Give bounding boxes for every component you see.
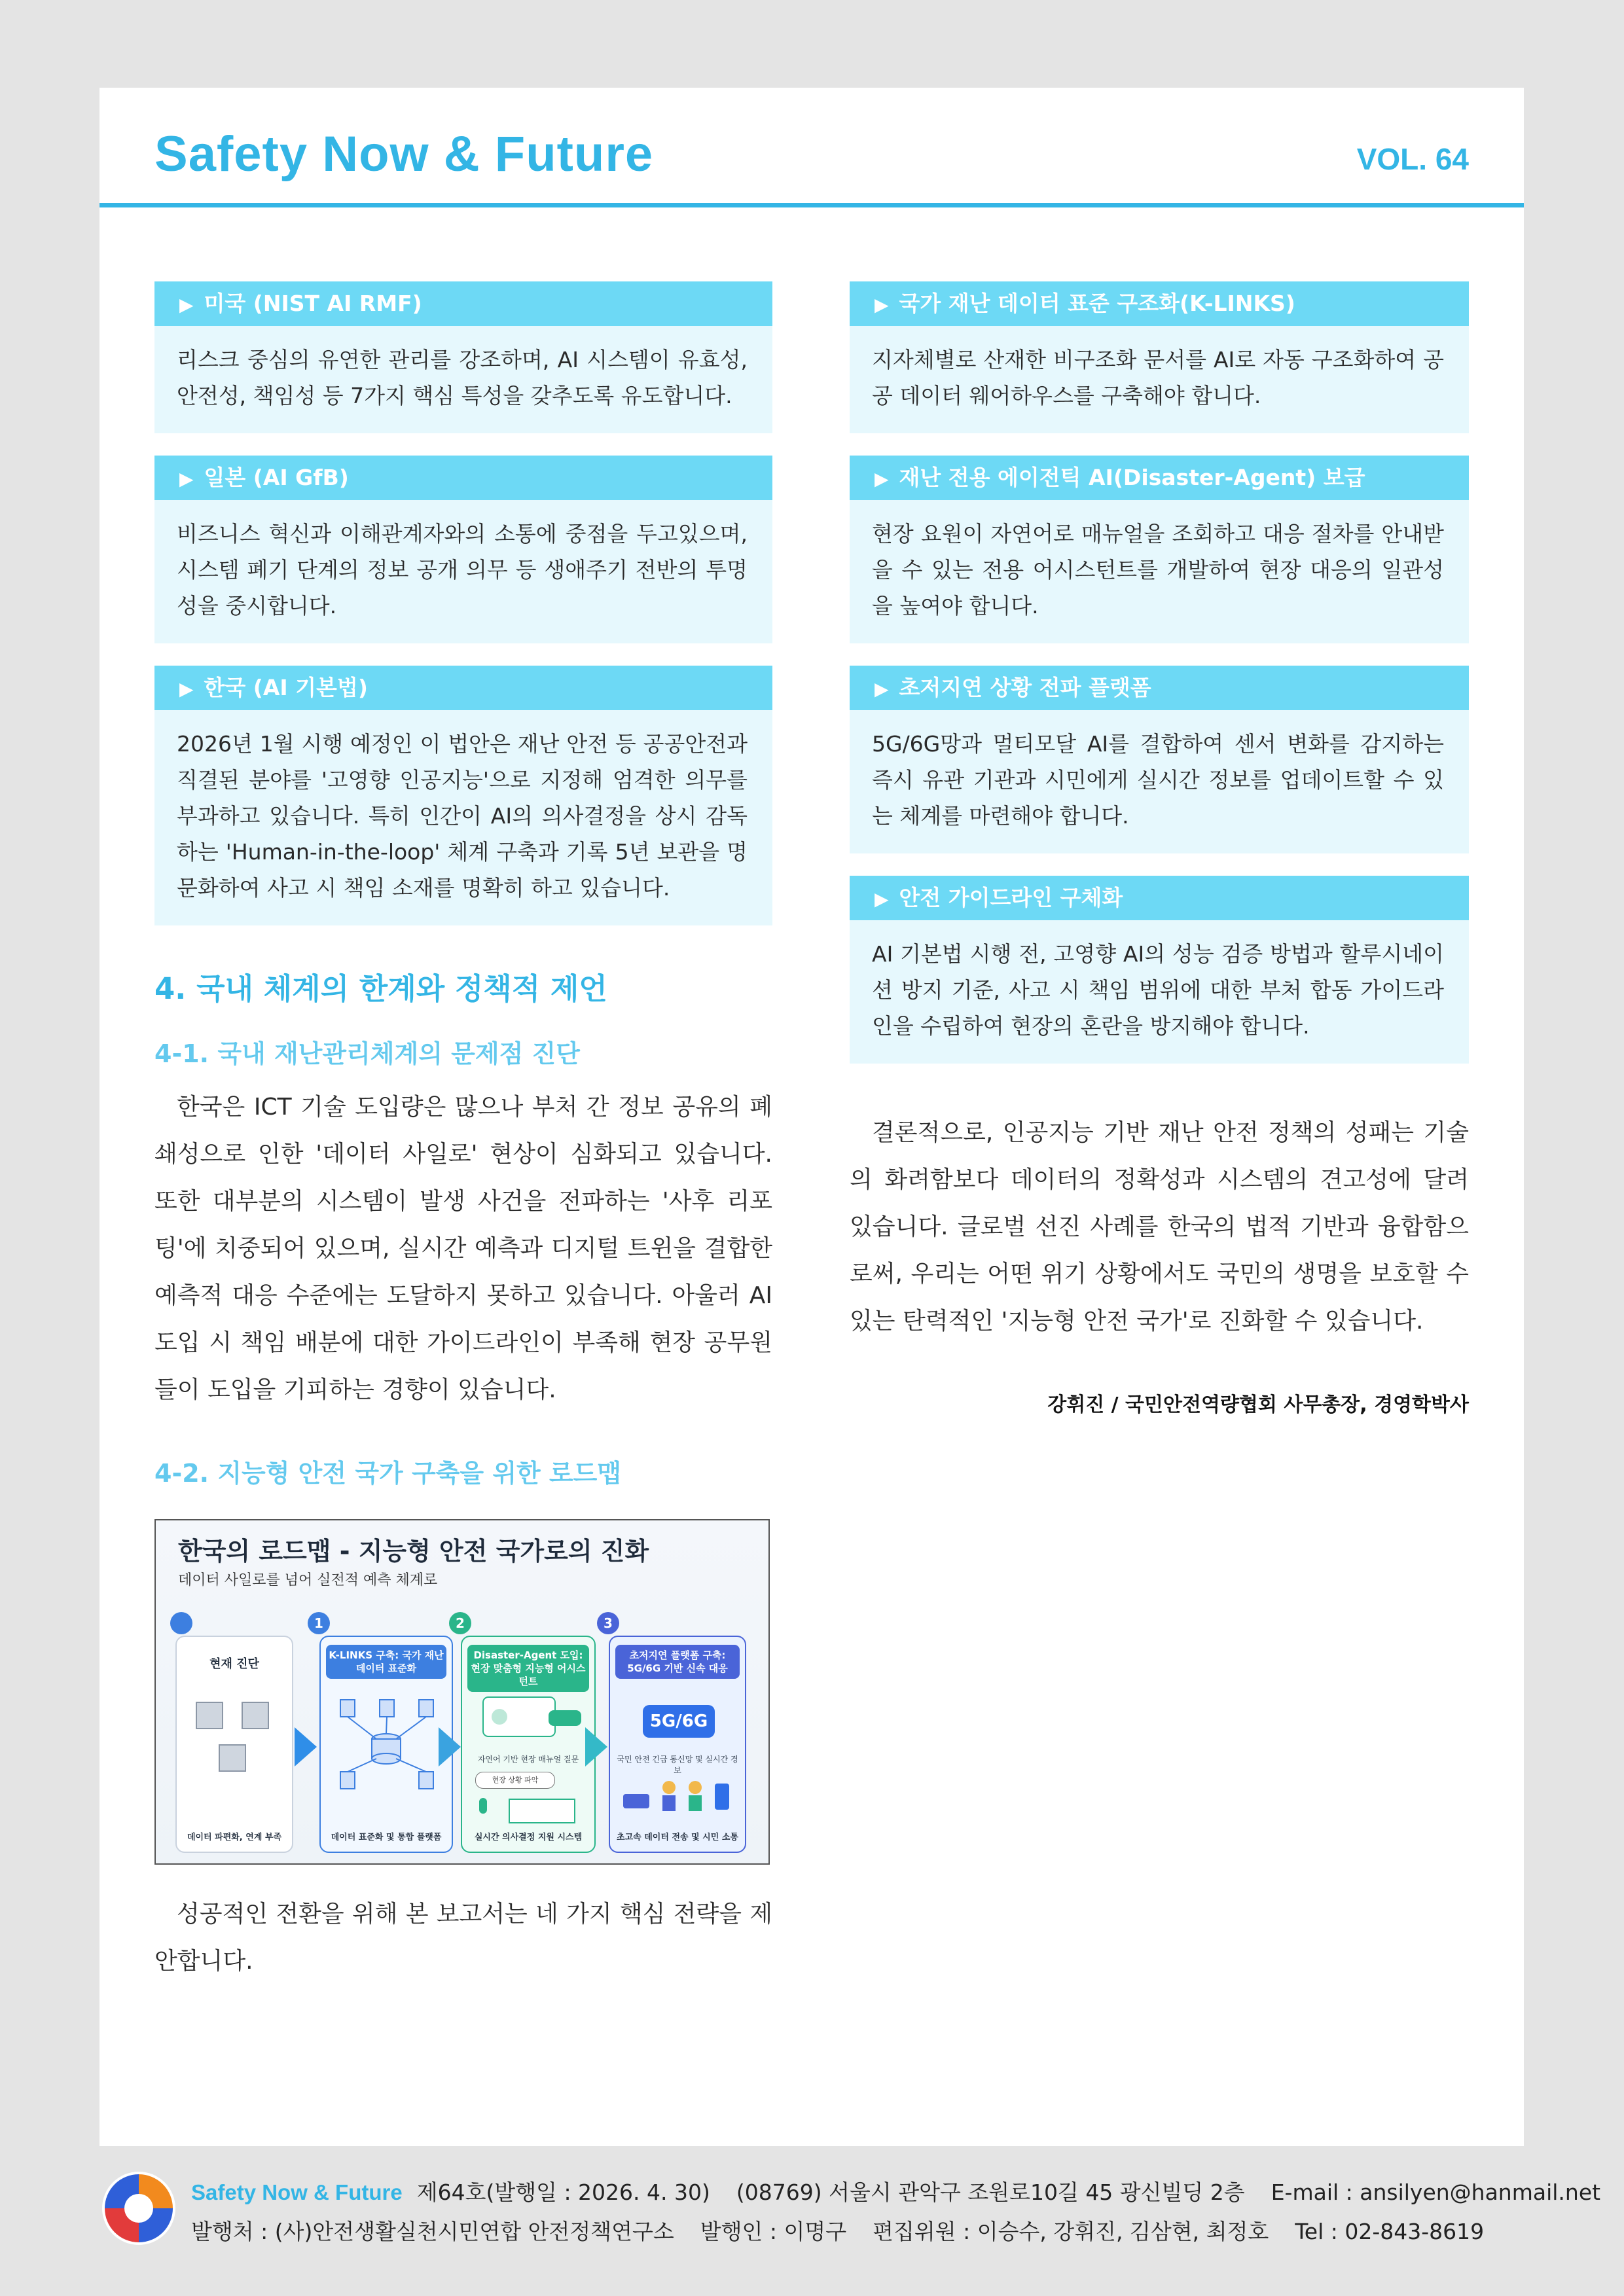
policy-card-title: 미국 (NIST AI RMF) <box>204 291 422 316</box>
strategy-card-agent <box>850 456 1469 643</box>
roadmap-panel-note: 자연어 기반 현장 매뉴얼 질문 <box>477 1755 579 1764</box>
roadmap-panel-klinks <box>319 1636 453 1853</box>
triangle-bullet-icon: ▶ <box>875 888 889 910</box>
roadmap-step-number: 1 <box>308 1612 330 1634</box>
roadmap-panel-agent <box>461 1636 596 1853</box>
strategy-card-body: AI 기본법 시행 전, 고영향 AI의 성능 검증 방법과 할루시네이션 방지 기준, 사고 시 책임 범위에 대한 부처 합동 가이드라인을 수립하여 현장의 혼란을 방지해야 합니다. <box>850 920 1469 1064</box>
subsection-heading: 4-2. 지능형 안전 국가 구축을 위한 로드맵 <box>154 1459 622 1488</box>
footer-editors: 편집위원 : 이승수, 강휘진, 김삼현, 최정호 <box>873 2219 1269 2244</box>
left-column <box>154 281 772 1985</box>
roadmap-panel-foot: 초고속 데이터 전송 및 시민 소통 <box>617 1833 738 1842</box>
microphone-icon <box>470 1794 588 1827</box>
strategy-card-header <box>850 876 1469 920</box>
strategy-card-header <box>850 281 1469 326</box>
footer-email: E-mail : ansilyen@hanmail.net <box>1271 2179 1601 2205</box>
footer-issue: 제64호(발행일 : 2026. 4. 30) <box>416 2179 710 2205</box>
policy-card-title: 한국 (AI 기본법) <box>204 675 368 700</box>
strategy-card-title: 안전 가이드라인 구체화 <box>899 885 1123 910</box>
roadmap-infographic <box>154 1519 770 1865</box>
strategy-card-title: 국가 재난 데이터 표준 구조화(K-LINKS) <box>899 291 1295 316</box>
policy-card-korea <box>154 666 772 925</box>
arrow-right-icon <box>439 1727 461 1767</box>
strategy-card-title: 초저지연 상황 전파 플랫폼 <box>899 675 1151 700</box>
strategy-card-body: 현장 요원이 자연어로 매뉴얼을 조회하고 대응 절차를 안내받을 수 있는 전용 어시스턴트를 개발하여 현장 대응의 일관성을 높여야 합니다. <box>850 500 1469 643</box>
roadmap-title: 한국의 로드맵 - 지능형 안전 국가로의 진화 <box>178 1537 649 1566</box>
policy-card-title: 일본 (AI GfB) <box>204 465 349 490</box>
strategy-card-guideline <box>850 876 1469 1064</box>
footer-publisher: 발행인 : 이명구 <box>700 2219 847 2244</box>
page-footer <box>99 2160 1601 2278</box>
author-byline: 강휘진 / 국민안전역량협회 사무총장, 경영학박사 <box>1047 1393 1469 1416</box>
triangle-bullet-icon: ▶ <box>179 678 194 700</box>
footer-publisher-org: 발행처 : (사)안전생활실천시민연합 안전정책연구소 <box>191 2219 674 2244</box>
policy-card-japan <box>154 456 772 643</box>
footer-line-1 <box>191 2176 1601 2206</box>
roadmap-panel-title: 초저지연 플랫폼 구축: 5G/6G 기반 신속 대응 <box>615 1645 740 1679</box>
header-divider <box>99 203 1524 207</box>
policy-card-body: 리스크 중심의 유연한 관리를 강조하며, AI 시스템이 유효성, 안전성, 책임성 등 7가지 핵심 특성을 갖추도록 유도합니다. <box>154 326 772 433</box>
roadmap-panel-title: Disaster-Agent 도입: 현장 맞춤형 지능형 어시스턴트 <box>467 1645 589 1692</box>
triangle-bullet-icon: ▶ <box>179 294 194 315</box>
organization-logo-icon <box>99 2169 178 2248</box>
body-paragraph: 한국은 ICT 기술 도입량은 많으나 부처 간 정보 공유의 폐쇄성으로 인한 '데이터 사일로' 현상이 심화되고 있습니다. 또한 대부분의 시스템이 발생 사건을 전파하는 '사후 리포팅'에 치중되어 있으며, 실시간 예측과 디지털 트윈을 결합한 예측적 대응 수준에는 도달하지 못하고 있습니다. 아울러 AI 도입 시 책임 배분에 대한 가이드라인이 부족해 현장 공무원들이 도입을 기피하는 경향이 있습니다. <box>154 1094 772 1403</box>
roadmap-step-number: 2 <box>449 1612 471 1634</box>
isolated-cubes-icon <box>183 1689 288 1787</box>
volume-label: VOL. 64 <box>1356 142 1469 176</box>
roadmap-start-dot <box>170 1612 192 1634</box>
roadmap-panel-foot: 실시간 의사결정 지원 시스템 <box>474 1833 583 1842</box>
footer-tel: Tel : 02-843-8619 <box>1295 2219 1485 2244</box>
footer-address: (08769) 서울시 관악구 조원로10길 45 광신빌딩 2층 <box>736 2179 1245 2205</box>
strategy-card-header <box>850 666 1469 710</box>
strategy-card-title: 재난 전용 에이전틱 AI(Disaster-Agent) 보급 <box>899 465 1365 490</box>
arrow-right-icon <box>295 1727 317 1767</box>
newsletter-page <box>99 88 1524 2146</box>
triangle-bullet-icon: ▶ <box>875 678 889 700</box>
footer-brand: Safety Now & Future <box>191 2180 403 2204</box>
roadmap-step-number: 3 <box>597 1612 619 1634</box>
policy-card-usa <box>154 281 772 433</box>
roadmap-panel-title: K-LINKS 구축: 국가 재난 데이터 표준화 <box>326 1645 446 1679</box>
roadmap-panel-foot: 데이터 파편화, 연계 부족 <box>187 1833 282 1842</box>
strategy-card-body: 5G/6G망과 멀티모달 AI를 결합하여 센서 변화를 감지하는 즉시 유관 기관과 시민에게 실시간 정보를 업데이트할 수 있는 체계를 마련해야 합니다. <box>850 710 1469 853</box>
policy-card-body: 비즈니스 혁신과 이해관계자와의 소통에 중점을 두고있으며, 시스템 폐기 단계의 정보 공개 의무 등 생애주기 전반의 투명성을 중시합니다. <box>154 500 772 643</box>
footer-line-2 <box>191 2215 1524 2246</box>
5g-badge: 5G/6G <box>643 1705 715 1738</box>
body-paragraph: 성공적인 전환을 위해 본 보고서는 네 가지 핵심 전략을 제안합니다. <box>154 1901 772 1975</box>
roadmap-panel-foot: 데이터 표준화 및 통합 플랫폼 <box>331 1833 442 1842</box>
policy-card-body: 2026년 1월 시행 예정인 이 법안은 재난 안전 등 공공안전과 직결된 분야를 '고영향 인공지능'으로 지정해 엄격한 의무를 부과하고 있습니다. 특히 인간이 AI의 의사결정을 상시 감독하는 'Human-in-the-loop' 체계 구축과 기록 5년 보관을 명문화하여 사고 시 책임 소재를 명확히 하고 있습니다. <box>154 710 772 925</box>
roadmap-panel-title: 현재 진단 <box>209 1657 259 1671</box>
triangle-bullet-icon: ▶ <box>875 294 889 315</box>
roadmap-panel-current <box>175 1636 293 1853</box>
policy-card-header <box>154 281 772 326</box>
right-column <box>850 281 1469 1417</box>
strategy-card-klinks <box>850 281 1469 433</box>
policy-card-header <box>154 456 772 500</box>
roadmap-panel-5g <box>609 1636 746 1853</box>
triangle-bullet-icon: ▶ <box>179 468 194 490</box>
chat-assistant-icon <box>470 1691 588 1743</box>
roadmap-sample-field: 현장 상황 파악 <box>475 1772 555 1789</box>
roadmap-subtitle: 데이터 사일로를 넘어 실전적 예측 체계로 <box>178 1572 438 1588</box>
strategy-card-platform <box>850 666 1469 853</box>
citizens-devices-icon <box>617 1768 741 1820</box>
conclusion-paragraph: 결론적으로, 인공지능 기반 재난 안전 정책의 성패는 기술의 화려함보다 데이터의 정확성과 시스템의 견고성에 달려 있습니다. 글로벌 선진 사례를 한국의 법적 기반과 융합함으로써, 우리는 어떤 위기 상황에서도 국민의 생명을 보호할 수 있는 탄력적인 '지능형 안전 국가'로 진화할 수 있습니다. <box>850 1119 1469 1335</box>
strategy-card-body: 지자체별로 산재한 비구조화 문서를 AI로 자동 구조화하여 공공 데이터 웨어하우스를 구축해야 합니다. <box>850 326 1469 433</box>
arrow-right-icon <box>585 1727 607 1767</box>
section-heading: 4. 국내 체계의 한계와 정책적 제언 <box>154 971 607 1006</box>
subsection-heading: 4-1. 국내 재난관리체계의 문제점 진단 <box>154 1039 580 1068</box>
policy-card-header <box>154 666 772 710</box>
roadmap-panel-note: 국민 안전 긴급 통신망 및 실시간 경보 <box>617 1755 738 1775</box>
triangle-bullet-icon: ▶ <box>875 468 889 490</box>
strategy-card-header <box>850 456 1469 500</box>
database-network-icon <box>327 1687 445 1798</box>
newsletter-title: Safety Now & Future <box>154 126 654 182</box>
